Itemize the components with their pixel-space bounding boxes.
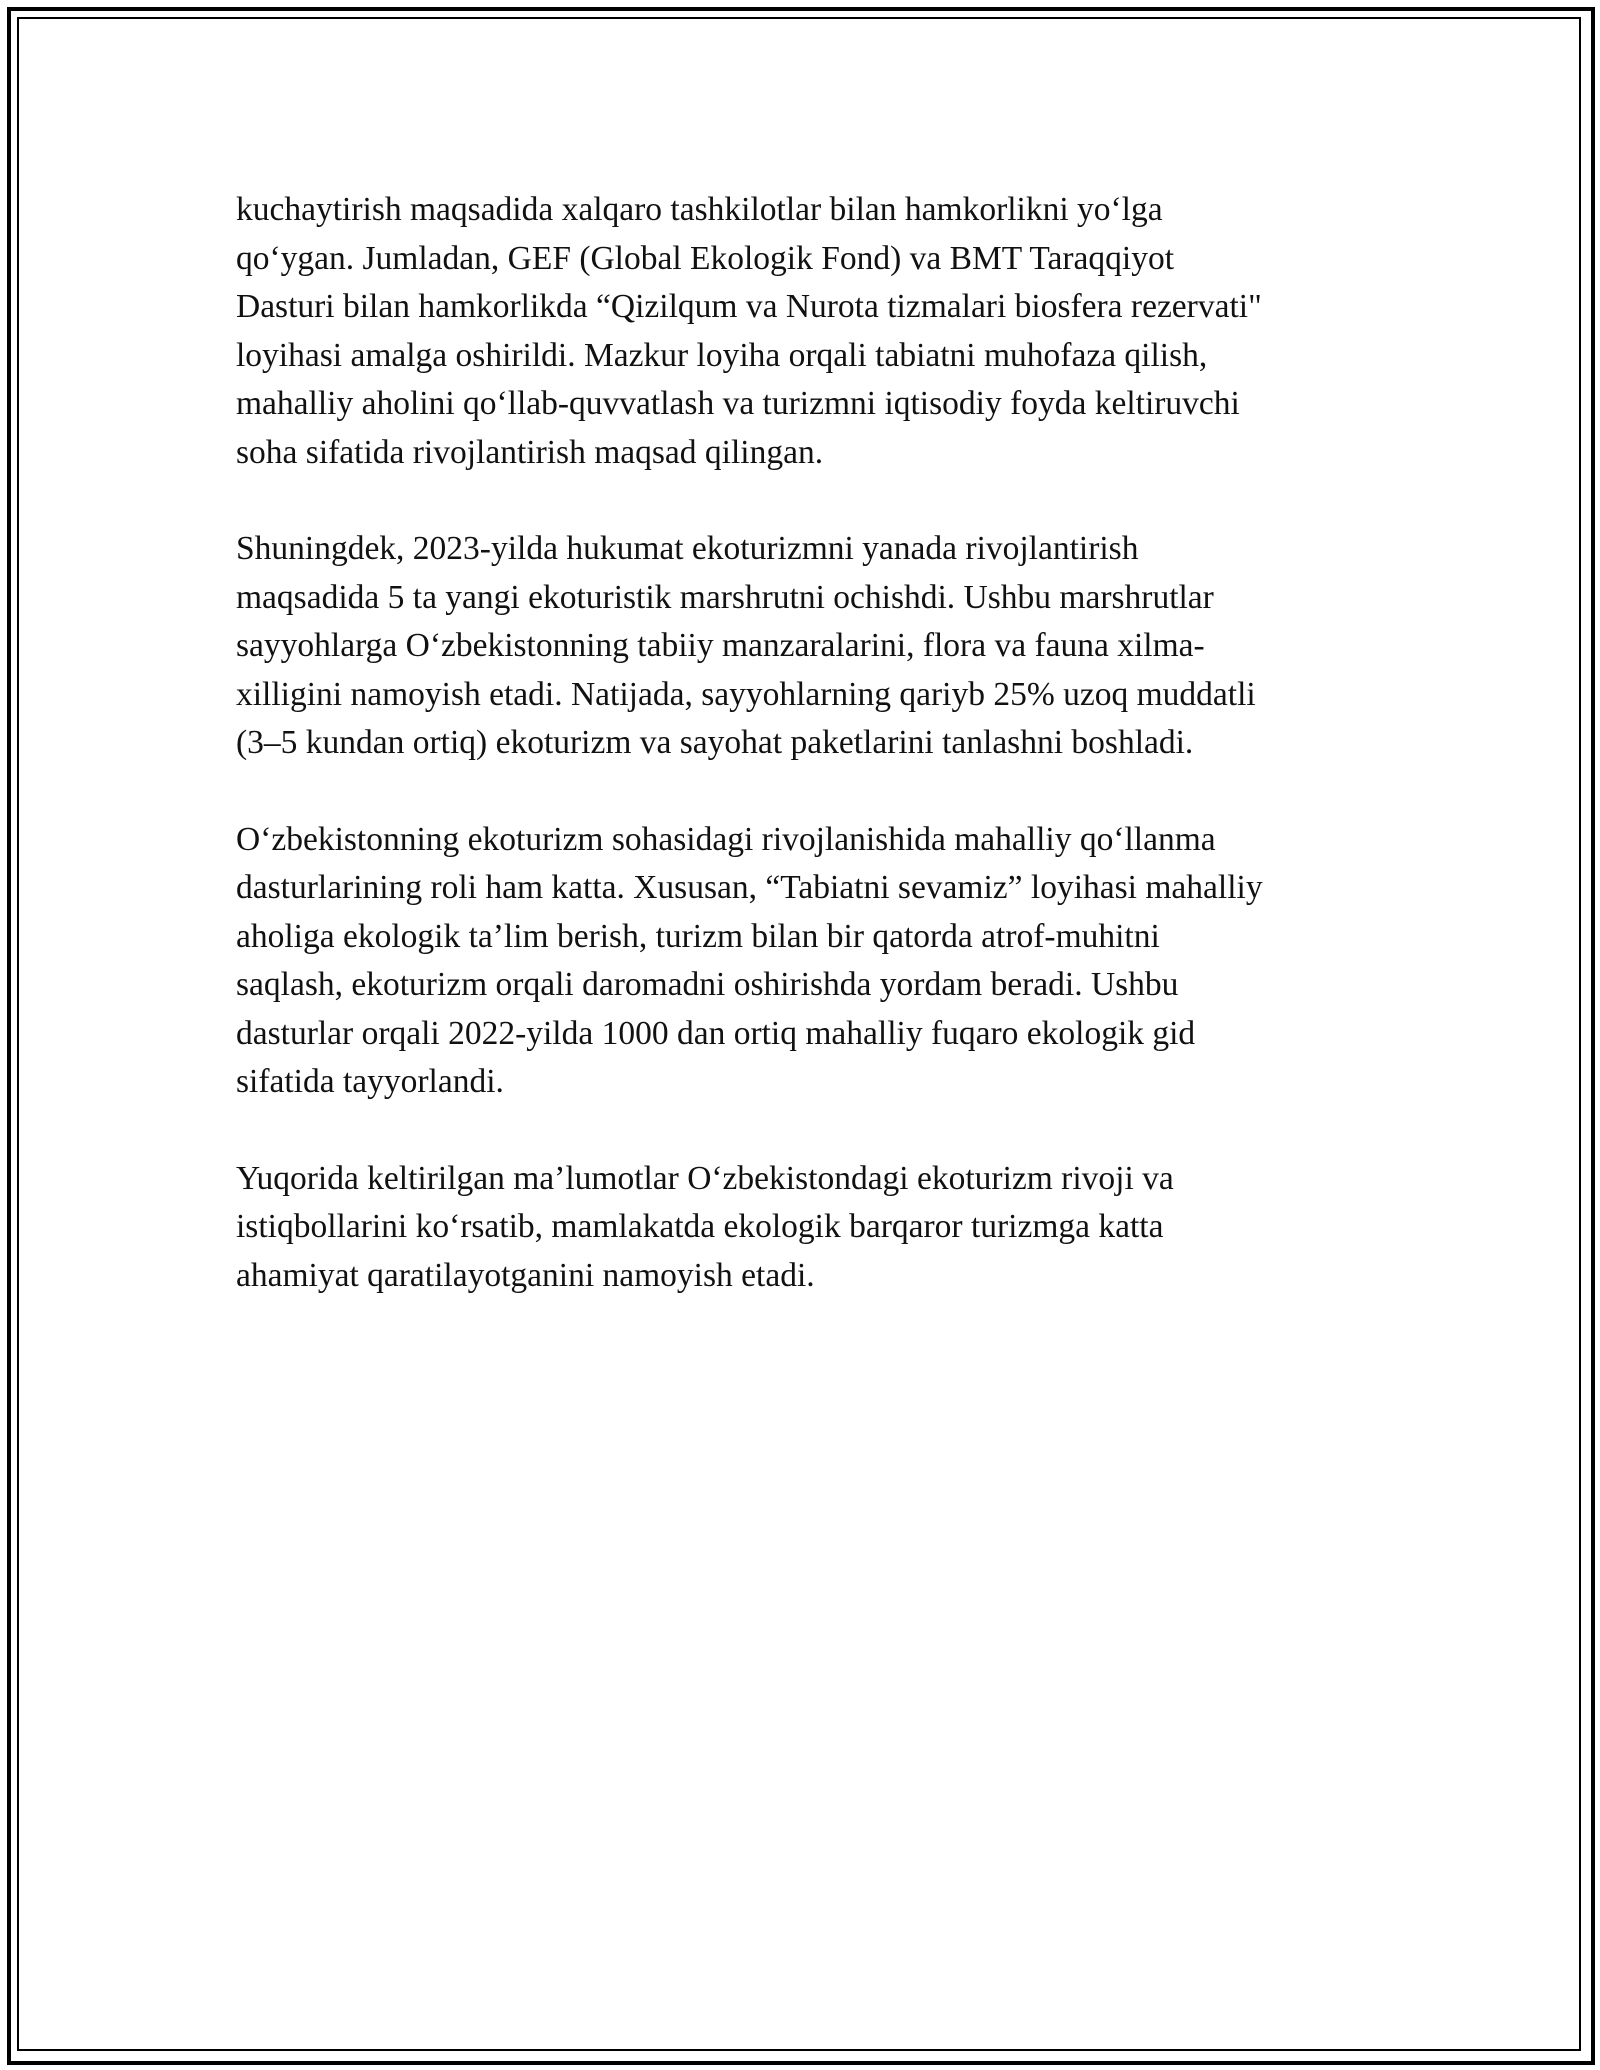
text-line: kuchaytirish maqsadida xalqaro tashkilotlar bilan hamkorlikni yo‘lga xyxy=(236,191,1163,228)
text-line: Yuqorida keltirilgan ma’lumotlar O‘zbekistondagi ekoturizm rivoji va xyxy=(236,1159,1174,1197)
paragraph-3 xyxy=(236,816,1371,1107)
text-line: aholiga ekologik ta’lim berish, turizm bilan bir qatorda atrof-muhitni xyxy=(236,917,1160,955)
text-line: ahamiyat qaratilayotganini namoyish etadi. xyxy=(236,1256,815,1294)
paragraph-2 xyxy=(236,525,1371,768)
text-line: mahalliy aholini qo‘llab-quvvatlash va turizmni iqtisodiy foyda keltiruvchi xyxy=(236,385,1240,422)
text-line: saqlash, ekoturizm orqali daromadni oshirishda yordam beradi. Ushbu xyxy=(236,966,1179,1003)
text-line: O‘zbekistonning ekoturizm sohasidagi rivojlanishida mahalliy qo‘llanma xyxy=(236,820,1216,858)
text-line: dasturlar orqali 2022-yilda 1000 dan ortiq mahalliy fuqaro ekologik gid xyxy=(236,1014,1196,1052)
text-line: xilligini namoyish etadi. Natijada, sayyohlarning qariyb 25% uzoq muddatli xyxy=(236,675,1256,713)
text-line: maqsadida 5 ta yangi ekoturistik marshrutni ochishdi. Ushbu marshrutlar xyxy=(236,578,1214,616)
text-line: qo‘ygan. Jumladan, GEF (Global Ekologik Fond) va BMT Taraqqiyot xyxy=(236,239,1175,277)
document-body xyxy=(236,186,1371,1348)
text-line: sayyohlarga O‘zbekistonning tabiiy manzaralarini, flora va fauna xilma- xyxy=(236,627,1205,664)
text-line: dasturlarining roli ham katta. Xususan, “Tabiatni sevamiz” loyihasi mahalliy xyxy=(236,869,1263,906)
text-line: istiqbollarini ko‘rsatib, mamlakatda ekologik barqaror turizmga katta xyxy=(236,1208,1164,1245)
text-line: sifatida tayyorlandi. xyxy=(236,1063,504,1100)
text-line: Dasturi bilan hamkorlikda “Qizilqum va Nurota tizmalari biosfera rezervati" xyxy=(236,288,1262,325)
paragraph-4 xyxy=(236,1155,1371,1301)
text-line: loyihasi amalga oshirildi. Mazkur loyiha orqali tabiatni muhofaza qilish, xyxy=(236,336,1208,374)
text-line: soha sifatida rivojlantirish maqsad qilingan. xyxy=(236,433,824,471)
text-line: (3–5 kundan ortiq) ekoturizm va sayohat paketlarini tanlashni boshladi. xyxy=(236,724,1194,761)
text-line: Shuningdek, 2023-yilda hukumat ekoturizmni yanada rivojlantirish xyxy=(236,530,1139,567)
paragraph-1 xyxy=(236,186,1371,477)
